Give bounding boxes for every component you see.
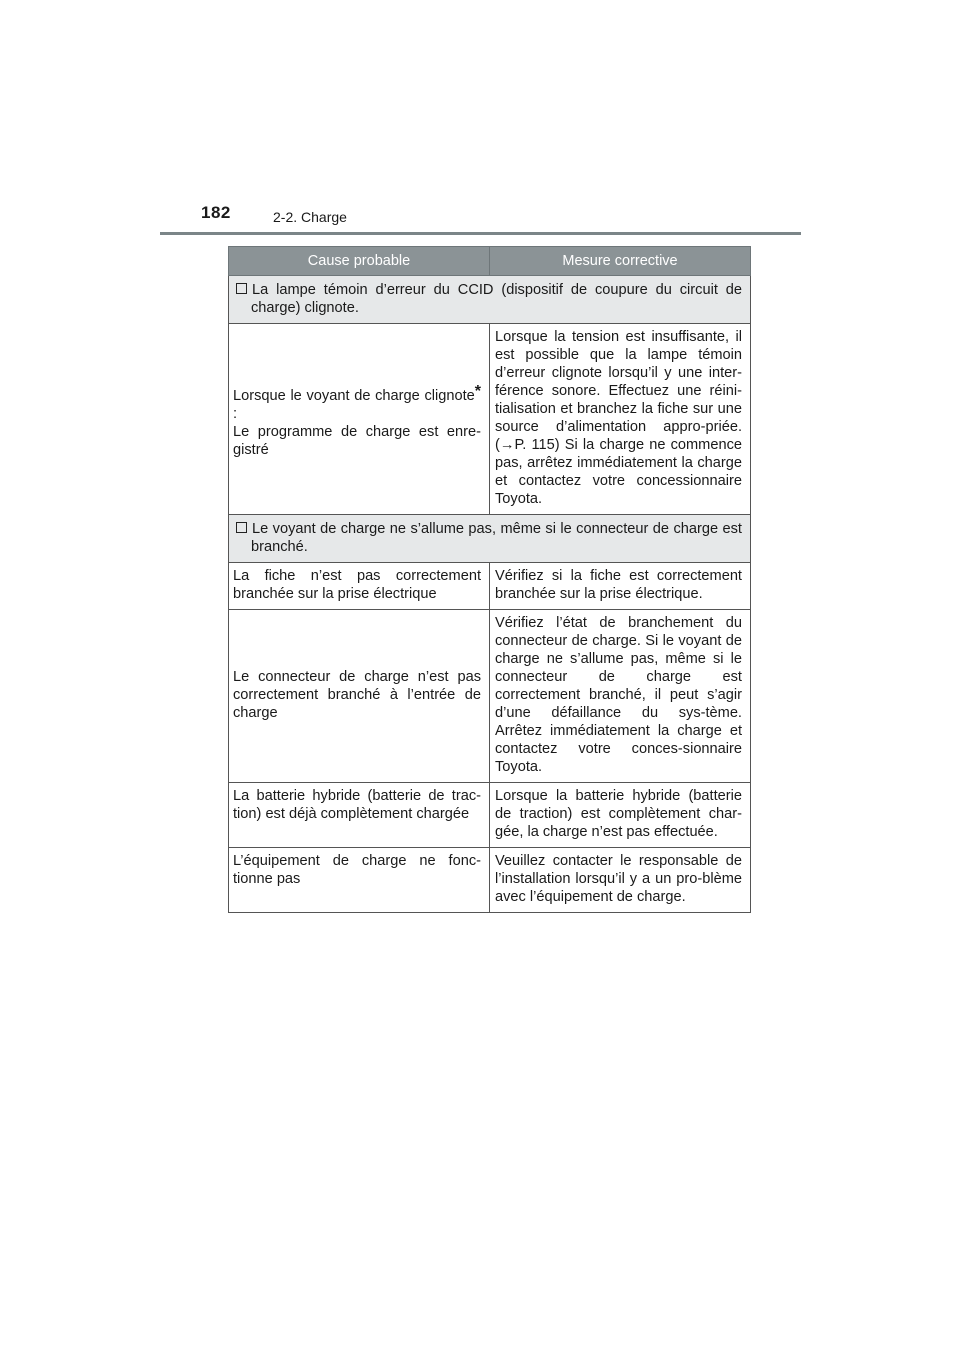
cause-cell: L’équipement de charge ne fonc-tionne pas: [229, 848, 490, 913]
cause-cell: [229, 324, 490, 515]
action-cell: Vérifiez si la fiche est correctement branchée sur la prise électrique.: [490, 563, 751, 610]
symptom-text: Le voyant de charge ne s’allume pas, même si le connecteur de charge est branché.: [251, 521, 742, 555]
symptom-row: [229, 515, 751, 563]
table-row: [229, 783, 751, 848]
symptom-row: [229, 276, 751, 324]
symptom-text: La lampe témoin d’erreur du CCID (dispositif de coupure du circuit de charge) clignote.: [251, 282, 742, 316]
symptom-cell: [229, 276, 751, 324]
cause-cell: La batterie hybride (batterie de trac-tion) est déjà complètement chargée: [229, 783, 490, 848]
table-header-row: [229, 247, 751, 276]
table-row: [229, 563, 751, 610]
column-header-cause: Cause probable: [229, 247, 490, 276]
table-row: [229, 324, 751, 515]
action-cell: Lorsque la tension est insuffisante, il est possible que la lampe témoin d’erreur clignote lorsqu’il y une inter-férence sonore. Effectuez une réini-tialisation et branchez la fiche sur une source d’alimentation appro-priée. (→P. 115) Si la charge ne commence pas, arrêtez immédiatement la charge et contactez votre concessionnaire Toyota.: [490, 324, 751, 515]
action-cell: Lorsque la batterie hybride (batterie de traction) est complètement char-gée, la charge n’est pas effectuée.: [490, 783, 751, 848]
section-title: 2-2. Charge: [273, 209, 347, 225]
cause-cell: Le connecteur de charge n’est pas correctement branché à l’entrée de charge: [229, 610, 490, 783]
header-rule: [160, 232, 801, 235]
cause-text: Lorsque le voyant de charge clignote: [233, 388, 475, 404]
cause-text-colon: :: [233, 406, 238, 422]
checkbox-square-icon: [236, 522, 247, 533]
action-cell: Veuillez contacter le responsable de l’installation lorsqu’il y a un pro-blème avec l’équipement de charge.: [490, 848, 751, 913]
page-number: 182: [201, 203, 231, 222]
symptom-cell: [229, 515, 751, 563]
cause-text-detail: Le programme de charge est enre-gistré: [233, 424, 481, 458]
action-cell: Vérifiez l’état de branchement du connecteur de charge. Si le voyant de charge ne s’allume pas, même si le connecteur de charge est correctement branché, il peut s’agir d’une défaillance du sys-tème. Arrêtez immédiatement la charge et contactez votre conces-sionnaire Toyota.: [490, 610, 751, 783]
table-row: [229, 848, 751, 913]
column-header-action: Mesure corrective: [490, 247, 751, 276]
troubleshooting-table: [228, 246, 751, 913]
cause-cell: La fiche n’est pas correctement branchée sur la prise électrique: [229, 563, 490, 610]
table-row: [229, 610, 751, 783]
checkbox-square-icon: [236, 283, 247, 294]
asterisk-note: *: [474, 383, 481, 400]
